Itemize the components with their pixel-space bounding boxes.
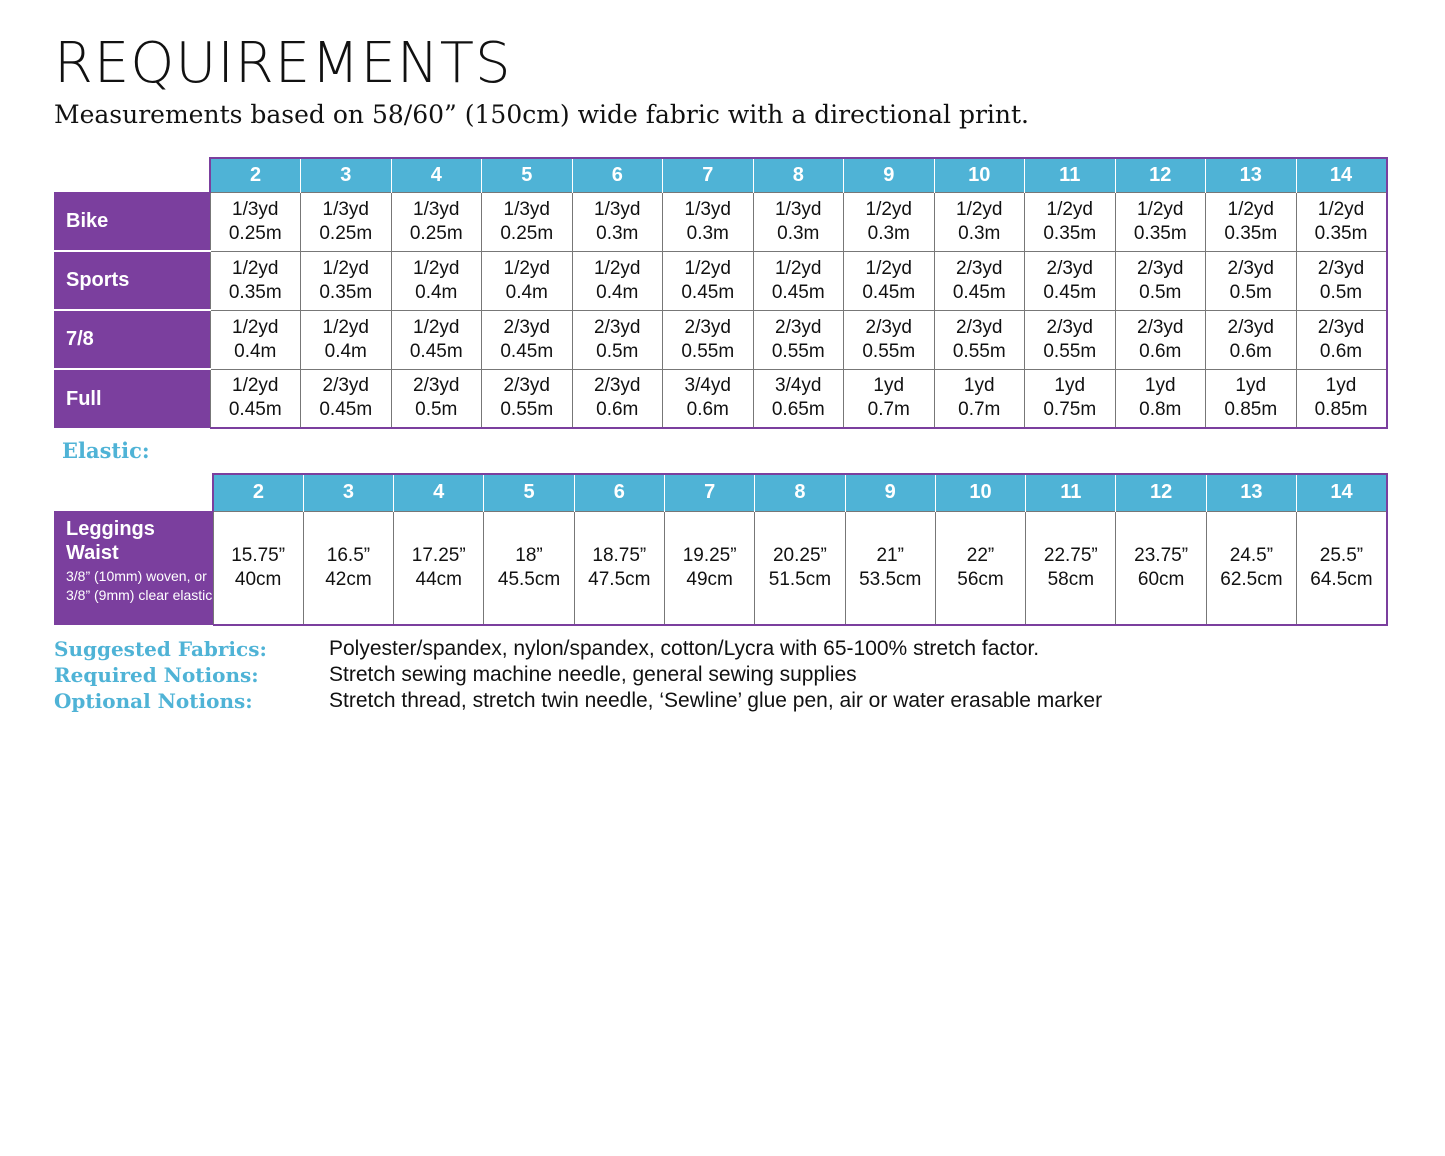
- yards-value: 2/3yd: [1137, 257, 1184, 279]
- cm-value: 40cm: [234, 568, 282, 590]
- cm-value: 51.5cm: [768, 568, 832, 590]
- measurement-cell: [1206, 251, 1297, 310]
- yards-value: 1/2yd: [1046, 198, 1093, 220]
- measurement-cell: [934, 310, 1025, 369]
- size-header: 7: [663, 158, 754, 192]
- yards-value: 1yd: [873, 375, 905, 397]
- inches-value: 22”: [966, 544, 995, 566]
- measurement-cell: [391, 310, 482, 369]
- cm-value: 56cm: [957, 568, 1004, 590]
- measurement-cell: [1026, 511, 1116, 625]
- meters-value: 0.45m: [409, 340, 463, 362]
- yards-value: 1/2yd: [322, 257, 369, 279]
- elastic-heading: Elastic:: [62, 438, 150, 463]
- meters-value: 0.35m: [1133, 222, 1187, 244]
- yards-value: 1/2yd: [865, 198, 912, 220]
- meters-value: 0.55m: [500, 399, 554, 421]
- yards-value: 2/3yd: [956, 316, 1003, 338]
- measurement-cell: [1297, 511, 1387, 625]
- meters-value: 0.85m: [1314, 399, 1368, 421]
- meters-value: 0.5m: [596, 340, 639, 362]
- meters-value: 0.85m: [1224, 399, 1278, 421]
- meters-value: 0.3m: [777, 222, 820, 244]
- size-header-row: [54, 158, 1387, 192]
- corner-blank: [54, 158, 210, 192]
- meters-value: 0.5m: [415, 399, 458, 421]
- cm-value: 45.5cm: [497, 568, 561, 590]
- yards-value: 2/3yd: [865, 316, 912, 338]
- meters-value: 0.6m: [686, 399, 729, 421]
- measurement-cell: [844, 192, 935, 251]
- measurement-cell: [934, 192, 1025, 251]
- yards-value: 2/3yd: [594, 316, 641, 338]
- yards-value: 1/3yd: [232, 198, 279, 220]
- inches-value: 16.5”: [326, 544, 371, 566]
- measurement-cell: [1025, 310, 1116, 369]
- inches-value: 17.25”: [411, 544, 466, 566]
- inches-value: 22.75”: [1043, 544, 1098, 566]
- measurement-cell: [845, 511, 935, 625]
- size-header: 13: [1206, 474, 1296, 511]
- measurement-cell: [210, 369, 301, 428]
- inches-value: 19.25”: [682, 544, 737, 566]
- yards-value: 2/3yd: [1227, 316, 1274, 338]
- suggested-fabrics-value: Polyester/spandex, nylon/spandex, cotton/Lycra with 65-100% stretch factor.: [329, 637, 1040, 660]
- measurement-cell: [1296, 369, 1387, 428]
- measurement-cell: [301, 310, 392, 369]
- measurement-cell: [482, 369, 573, 428]
- cm-value: 60cm: [1137, 568, 1185, 590]
- measurement-cell: [482, 251, 573, 310]
- inches-value: 24.5”: [1229, 544, 1274, 566]
- yards-value: 1yd: [963, 375, 995, 397]
- yards-value: 1/3yd: [775, 198, 822, 220]
- measurement-cell: [394, 511, 484, 625]
- row-label: [54, 511, 213, 625]
- yards-value: 1/2yd: [232, 375, 279, 397]
- yards-value: 2/3yd: [413, 375, 460, 397]
- meters-value: 0.45m: [862, 281, 916, 303]
- size-header: 10: [934, 158, 1025, 192]
- size-header: 2: [210, 158, 301, 192]
- meters-value: 0.25m: [500, 222, 554, 244]
- yards-value: 1/2yd: [232, 257, 279, 279]
- yards-value: 2/3yd: [322, 375, 369, 397]
- meters-value: 0.4m: [415, 281, 458, 303]
- measurement-cell: [753, 192, 844, 251]
- suggested-fabrics-label: Suggested Fabrics:: [54, 637, 267, 661]
- measurement-cell: [755, 511, 845, 625]
- meters-value: 0.75m: [1043, 399, 1097, 421]
- measurement-cell: [1115, 192, 1206, 251]
- measurement-cell: [210, 310, 301, 369]
- yards-value: 2/3yd: [1317, 257, 1365, 279]
- meters-value: 0.3m: [958, 222, 1001, 244]
- meters-value: 0.55m: [1043, 340, 1097, 362]
- size-header: 4: [391, 158, 482, 192]
- yards-value: 1/2yd: [232, 316, 279, 338]
- row-label: Full: [54, 369, 210, 428]
- meters-value: 0.5m: [1319, 281, 1363, 303]
- meters-value: 0.7m: [958, 399, 1001, 421]
- size-header: 14: [1296, 158, 1387, 192]
- measurement-cell: [303, 511, 393, 625]
- inches-value: 15.75”: [231, 544, 286, 566]
- measurement-cell: [753, 369, 844, 428]
- notions-list: [54, 636, 1354, 714]
- cm-value: 53.5cm: [859, 568, 922, 590]
- measurement-cell: [1206, 192, 1297, 251]
- meters-value: 0.35m: [228, 281, 282, 303]
- meters-value: 0.35m: [1224, 222, 1278, 244]
- measurement-cell: [1206, 511, 1296, 625]
- cm-value: 47.5cm: [588, 568, 651, 590]
- meters-value: 0.55m: [771, 340, 825, 362]
- size-header: 4: [394, 474, 484, 511]
- size-header: 12: [1115, 158, 1206, 192]
- size-header: 6: [574, 474, 664, 511]
- cm-value: 42cm: [325, 568, 372, 590]
- table-row: [54, 369, 1387, 428]
- measurement-cell: [482, 310, 573, 369]
- measurement-cell: [574, 511, 664, 625]
- cm-value: 64.5cm: [1310, 568, 1373, 590]
- meters-value: 0.5m: [1229, 281, 1272, 303]
- cm-value: 62.5cm: [1220, 568, 1283, 590]
- meters-value: 0.3m: [686, 222, 729, 244]
- measurement-cell: [935, 511, 1025, 625]
- measurement-cell: [484, 511, 574, 625]
- measurement-cell: [301, 251, 392, 310]
- size-header: 11: [1026, 474, 1116, 511]
- meters-value: 0.45m: [228, 399, 282, 421]
- meters-value: 0.7m: [867, 399, 910, 421]
- measurement-cell: [1025, 369, 1116, 428]
- yards-value: 1/2yd: [594, 257, 641, 279]
- yards-value: 2/3yd: [1137, 316, 1184, 338]
- size-header: 2: [213, 474, 303, 511]
- measurement-cell: [1115, 251, 1206, 310]
- size-header-row: [54, 474, 1387, 511]
- measurement-cell: [1115, 369, 1206, 428]
- yards-value: 2/3yd: [1046, 257, 1093, 279]
- size-header: 9: [844, 158, 935, 192]
- measurement-cell: [1296, 251, 1387, 310]
- note-row: [54, 636, 1354, 662]
- yards-value: 2/3yd: [775, 316, 822, 338]
- meters-value: 0.3m: [867, 222, 910, 244]
- yards-value: 1/2yd: [413, 316, 460, 338]
- measurement-cell: [572, 192, 663, 251]
- measurement-cell: [391, 251, 482, 310]
- size-header: 6: [572, 158, 663, 192]
- inches-value: 18”: [515, 544, 543, 566]
- page-subtitle: Measurements based on 58/60” (150cm) wide fabric with a directional print.: [54, 100, 1029, 129]
- yards-value: 3/4yd: [684, 375, 731, 397]
- optional-notions-value: Stretch thread, stretch twin needle, ‘Sewline’ glue pen, air or water erasable marker: [329, 689, 1103, 712]
- yards-value: 1/3yd: [684, 198, 731, 220]
- meters-value: 0.35m: [1314, 222, 1368, 244]
- yards-value: 2/3yd: [503, 316, 550, 338]
- measurement-cell: [663, 310, 754, 369]
- size-header: 8: [753, 158, 844, 192]
- measurement-cell: [572, 369, 663, 428]
- yards-value: 1/2yd: [1317, 198, 1365, 220]
- meters-value: 0.6m: [596, 399, 639, 421]
- inches-value: 21”: [876, 544, 904, 566]
- measurement-cell: [1025, 192, 1116, 251]
- fabric-requirements-table: [54, 157, 1388, 429]
- measurement-cell: [844, 310, 935, 369]
- yards-value: 1/2yd: [1227, 198, 1274, 220]
- measurement-cell: [301, 192, 392, 251]
- measurement-cell: [663, 192, 754, 251]
- meters-value: 0.4m: [234, 340, 277, 362]
- meters-value: 0.8m: [1139, 399, 1182, 421]
- meters-value: 0.45m: [500, 340, 554, 362]
- measurement-cell: [1025, 251, 1116, 310]
- measurement-cell: [301, 369, 392, 428]
- size-header: 5: [484, 474, 574, 511]
- yards-value: 1yd: [1144, 375, 1176, 397]
- measurement-cell: [1206, 369, 1297, 428]
- meters-value: 0.55m: [681, 340, 735, 362]
- required-notions-value: Stretch sewing machine needle, general sewing supplies: [329, 663, 857, 686]
- elastic-requirements-table: [54, 473, 1388, 626]
- measurement-cell: [1206, 310, 1297, 369]
- measurement-cell: [753, 251, 844, 310]
- size-header: 8: [755, 474, 845, 511]
- meters-value: 0.35m: [1043, 222, 1097, 244]
- measurement-cell: [572, 310, 663, 369]
- yards-value: 1/2yd: [956, 198, 1003, 220]
- inches-value: 20.25”: [772, 544, 827, 566]
- measurement-cell: [210, 192, 301, 251]
- yards-value: 1/2yd: [865, 257, 912, 279]
- yards-value: 1/3yd: [594, 198, 641, 220]
- yards-value: 1/3yd: [322, 198, 369, 220]
- measurement-cell: [663, 251, 754, 310]
- meters-value: 0.65m: [771, 399, 825, 421]
- meters-value: 0.25m: [409, 222, 463, 244]
- measurement-cell: [844, 251, 935, 310]
- table-row: [54, 192, 1387, 251]
- measurement-cell: [1296, 310, 1387, 369]
- optional-notions-label: Optional Notions:: [54, 689, 253, 713]
- yards-value: 1/2yd: [1137, 198, 1184, 220]
- measurement-cell: [1115, 310, 1206, 369]
- meters-value: 0.45m: [952, 281, 1006, 303]
- measurement-cell: [844, 369, 935, 428]
- meters-value: 0.6m: [1139, 340, 1182, 362]
- note-row: [54, 662, 1354, 688]
- measurement-cell: [213, 511, 303, 625]
- meters-value: 0.3m: [596, 222, 639, 244]
- meters-value: 0.45m: [319, 399, 373, 421]
- meters-value: 0.25m: [319, 222, 373, 244]
- size-header: 9: [845, 474, 935, 511]
- meters-value: 0.25m: [228, 222, 282, 244]
- meters-value: 0.45m: [1043, 281, 1097, 303]
- cm-value: 44cm: [415, 568, 462, 590]
- yards-value: 1/3yd: [503, 198, 550, 220]
- yards-value: 2/3yd: [1227, 257, 1274, 279]
- size-header: 5: [482, 158, 573, 192]
- yards-value: 1/2yd: [413, 257, 460, 279]
- measurement-cell: [1116, 511, 1206, 625]
- row-sublabel: 3/8” (10mm) woven, or 3/8” (9mm) clear elastic: [66, 568, 213, 603]
- measurement-cell: [753, 310, 844, 369]
- size-header: 10: [935, 474, 1025, 511]
- meters-value: 0.6m: [1229, 340, 1272, 362]
- meters-value: 0.4m: [324, 340, 367, 362]
- yards-value: 2/3yd: [1317, 316, 1365, 338]
- measurement-cell: [210, 251, 301, 310]
- row-label: Sports: [54, 251, 210, 310]
- measurement-cell: [663, 369, 754, 428]
- yards-value: 1/3yd: [413, 198, 460, 220]
- required-notions-label: Required Notions:: [54, 663, 259, 687]
- meters-value: 0.4m: [596, 281, 639, 303]
- meters-value: 0.35m: [319, 281, 373, 303]
- size-header: 11: [1025, 158, 1116, 192]
- size-header: 7: [664, 474, 754, 511]
- yards-value: 2/3yd: [503, 375, 550, 397]
- yards-value: 1/2yd: [684, 257, 731, 279]
- size-header: 14: [1297, 474, 1387, 511]
- table-row: [54, 310, 1387, 369]
- yards-value: 1/2yd: [503, 257, 550, 279]
- yards-value: 2/3yd: [684, 316, 731, 338]
- measurement-cell: [482, 192, 573, 251]
- inches-value: 23.75”: [1134, 544, 1189, 566]
- yards-value: 1yd: [1325, 375, 1357, 397]
- row-label-line1: Leggings: [66, 518, 155, 540]
- measurement-cell: [572, 251, 663, 310]
- meters-value: 0.45m: [681, 281, 735, 303]
- size-header: 12: [1116, 474, 1206, 511]
- yards-value: 1/2yd: [322, 316, 369, 338]
- meters-value: 0.5m: [1139, 281, 1182, 303]
- row-label: 7/8: [54, 310, 210, 369]
- inches-value: 18.75”: [592, 544, 647, 566]
- measurement-cell: [934, 251, 1025, 310]
- size-header: 3: [303, 474, 393, 511]
- meters-value: 0.6m: [1319, 340, 1363, 362]
- cm-value: 58cm: [1047, 568, 1095, 590]
- yards-value: 2/3yd: [956, 257, 1003, 279]
- yards-value: 1/2yd: [775, 257, 822, 279]
- row-label-line2: Waist: [66, 542, 119, 564]
- yards-value: 3/4yd: [775, 375, 822, 397]
- measurement-cell: [934, 369, 1025, 428]
- yards-value: 2/3yd: [1046, 316, 1093, 338]
- meters-value: 0.55m: [862, 340, 916, 362]
- cm-value: 49cm: [686, 568, 733, 590]
- table-row: [54, 251, 1387, 310]
- yards-value: 2/3yd: [594, 375, 641, 397]
- inches-value: 25.5”: [1319, 544, 1364, 566]
- meters-value: 0.45m: [771, 281, 825, 303]
- measurement-cell: [1296, 192, 1387, 251]
- measurement-cell: [391, 369, 482, 428]
- yards-value: 1yd: [1054, 375, 1086, 397]
- note-row: [54, 688, 1354, 714]
- corner-blank: [54, 474, 213, 511]
- row-label: Bike: [54, 192, 210, 251]
- meters-value: 0.4m: [505, 281, 548, 303]
- table-row: [54, 511, 1387, 625]
- meters-value: 0.55m: [952, 340, 1006, 362]
- measurement-cell: [391, 192, 482, 251]
- page-title: REQUIREMENTS: [54, 31, 512, 96]
- size-header: 3: [301, 158, 392, 192]
- measurement-cell: [664, 511, 754, 625]
- size-header: 13: [1206, 158, 1297, 192]
- yards-value: 1yd: [1235, 375, 1267, 397]
